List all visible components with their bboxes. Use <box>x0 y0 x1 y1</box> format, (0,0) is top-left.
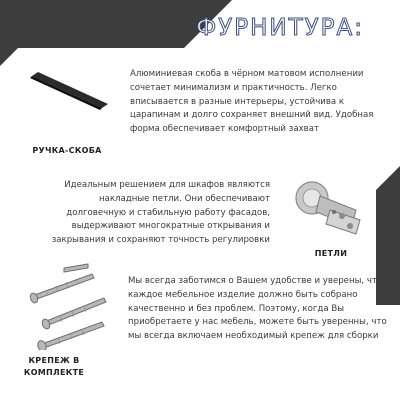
page-title: ФУРНИТУРА: <box>196 15 364 41</box>
handle-description: Алюминиевая скоба в чёрном матовом исполнении сочетает минимализм и практичность. Легко вписывается в разные интерьеры, устойчива к царапинам и долго сохраняет внешний вид. Удобная форма обеспечивает комфортный захват <box>130 69 374 135</box>
hinge-description: Идеальным решением для шкафов являются накладные петли. Они обеспечивают долговечную и стабильную работу фасадов, выдерживают многократные открывания и закрывания и сохраняют точность регулировки <box>51 180 270 246</box>
hinge-label: ПЕТЛИ <box>314 249 348 258</box>
fasteners-label <box>14 355 94 379</box>
fasteners-description: Мы всегда заботимся о Вашем удобстве и уверены, что каждое мебельное изделие должно быть собрано качественно и без проблем. Поэтому, когда Вы приобретаете у нас мебель, можете быть уверенны, что мы всегда включаем необходимый крепеж для сборки <box>128 276 387 342</box>
screws-icon <box>26 262 112 350</box>
handle-label: РУЧКА-СКОБА <box>32 146 102 155</box>
fasteners-label-line2: КОМПЛЕКТЕ <box>23 368 85 377</box>
fasteners-label-line1: КРЕПЕЖ В <box>28 356 80 365</box>
handle-bar-icon <box>28 70 112 110</box>
hinge-icon <box>290 176 366 240</box>
